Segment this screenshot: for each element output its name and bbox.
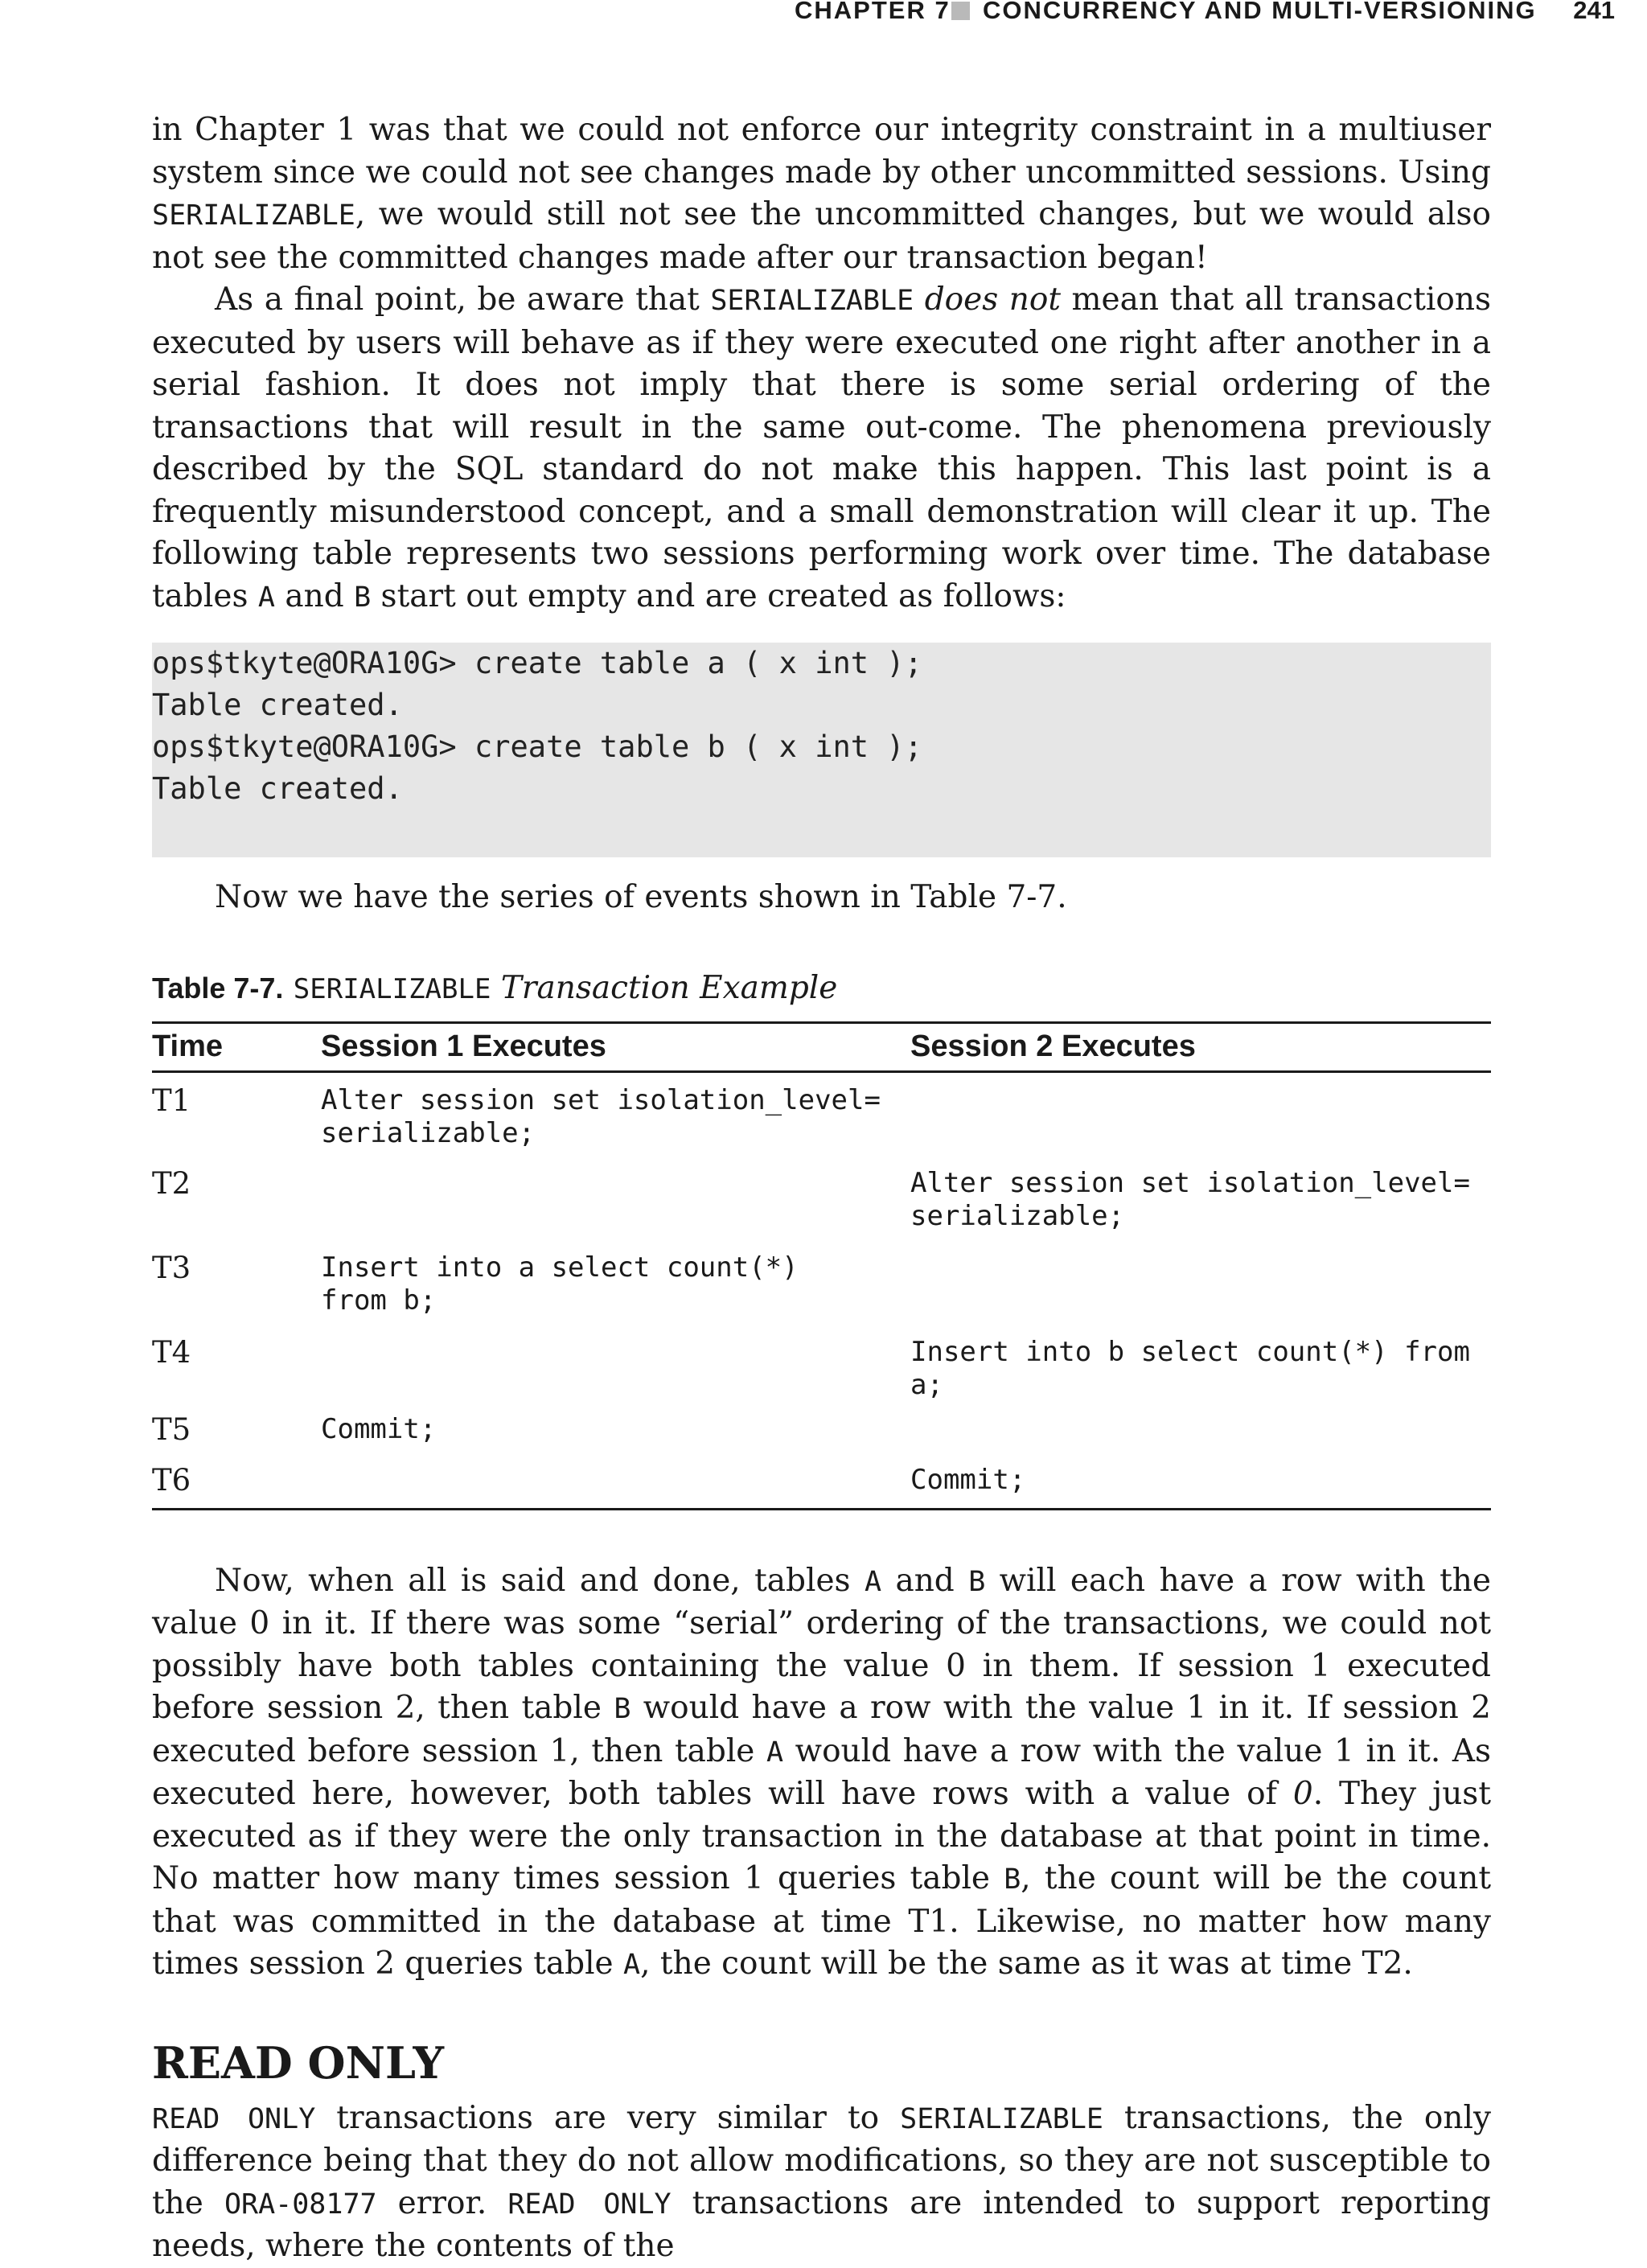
text-run: transactions are very similar to [315,2099,901,2136]
time-cell: T5 [152,1412,191,1447]
chapter-title: CONCURRENCY AND MULTI-VERSIONING [983,0,1537,24]
time-cell: T1 [152,1083,191,1118]
header-session-1: Session 1 Executes [321,1022,910,1071]
text-run: and [881,1562,969,1599]
table-row [152,1240,1491,1325]
text-run: in Chapter 1 was that we could not enforce our integrity constraint in a multiuser system since we could not see changes made by other uncommitted sessions. Using [152,112,1491,191]
table-row [152,1452,1491,1509]
emphasis: does not [924,281,1062,318]
paragraph-1 [152,109,1491,279]
session-2-cell: Alter session set isolation_level= serializable; [910,1167,1470,1232]
inline-code: SERIALIZABLE [152,199,355,232]
inline-code: READ ONLY [152,2102,316,2135]
code-line: ops$tkyte@ORA10G> create table a ( x int ); [152,646,922,680]
inline-code: READ ONLY [507,2188,672,2221]
chapter-label: CHAPTER 7 [795,0,951,24]
table-caption-label: Table 7-7. [152,971,284,1005]
session-2-cell [910,1240,1491,1325]
header-separator-square [951,2,970,20]
inline-code: B [614,1693,631,1725]
transaction-table [152,1021,1491,1510]
inline-code: SERIALIZABLE [710,285,914,317]
session-1-cell: Alter session set isolation_level= serializable; [321,1083,881,1149]
text-run: would have a row with the value 1 in it. If session 2 executed before session 1, then table [152,1690,1491,1769]
paragraph-2 [152,279,1491,618]
text-run: transactions, the only difference being that they do not allow modifications, so they are not susceptible to the [152,2099,1491,2221]
text-run: , the count will be the count that was committed in the database at time T1. Likewise, no matter how many times session 2 queries table [152,1860,1492,1982]
code-block [152,643,1491,857]
table-caption [152,969,1491,1009]
section-heading: READ ONLY [152,2036,445,2089]
paragraph-4 [152,1560,1491,1987]
session-1-cell: Insert into a select count(*) from b; [321,1251,799,1317]
inline-code: A [257,581,275,614]
text-run: , the count will be the same as it was at time T2. [640,1945,1413,1982]
text-run: and [274,577,355,614]
inline-code: B [1004,1863,1021,1896]
text-run: would have a row with the value 1 in it. As executed here, however, both tables will have rows with a value of [152,1732,1492,1812]
table-row [152,1402,1491,1452]
page-content [152,109,1491,2268]
session-2-cell: Insert into b select count(*) from a; [910,1336,1470,1401]
text-run: . They just executed as if they were the only transaction in the database at that point in time. No matter how many times session 1 queries table [152,1776,1491,1896]
table-row [152,1325,1491,1402]
page-number: 241 [1573,0,1615,24]
inline-code: A [864,1565,882,1598]
inline-code: B [968,1565,986,1598]
time-cell: T3 [152,1251,191,1285]
session-2-cell [910,1071,1491,1156]
header-time: Time [152,1022,321,1071]
section-paragraph [152,2097,1491,2268]
session-1-cell: Commit; [321,1413,437,1445]
running-header [0,0,1647,27]
inline-code: A [766,1736,784,1769]
table-caption-code: SERIALIZABLE [293,972,491,1005]
text-run: start out empty and are created as follows: [371,577,1066,614]
text-run: transactions are intended to support reporting needs, where the contents of the [152,2184,1491,2264]
table-header-row [152,1022,1491,1071]
session-2-cell: Commit; [910,1464,1026,1496]
code-line: Table created. [152,771,403,806]
session-1-cell [321,1325,910,1402]
time-cell: T2 [152,1166,191,1201]
session-2-cell [910,1402,1491,1452]
time-cell: T6 [152,1463,191,1498]
table-row [152,1071,1491,1156]
paragraph-3: Now we have the series of events shown in Table 7-7. [215,879,1067,915]
code-line: ops$tkyte@ORA10G> create table b ( x int ); [152,729,922,764]
text-run: will each have a row with the value 0 in it. If there was some “serial” ordering of the transactions, we could not possibly have both tables containing the value 0 in them. If session 1 executed before session 2, then table [152,1562,1491,1726]
time-cell: T4 [152,1335,191,1370]
inline-code: SERIALIZABLE [900,2102,1104,2135]
session-1-cell [321,1156,910,1240]
text-run: error. [376,2184,508,2221]
code-line: Table created. [152,688,403,722]
session-1-cell [321,1452,910,1509]
header-session-2: Session 2 Executes [910,1022,1491,1071]
inline-code: B [354,581,372,614]
text-run: Now, when all is said and done, tables [215,1562,865,1599]
text-run: As a final point, be aware that [215,281,711,318]
inline-code: A [623,1949,641,1981]
emphasis: 0 [1292,1776,1313,1812]
inline-code: ORA-08177 [224,2188,377,2221]
text-run: mean that all transactions executed by users will behave as if they were executed one right after another in a serial fashion. It does not imply that there is some serial ordering of the transactions that will result in the same out-come. The phenomena previously described by the SQL standard do not make this happen. This last point is a frequently misunderstood concept, and a small demonstration will clear it up. The following table represents two sessions performing work over time. The database tables [152,281,1491,614]
text-run: , we would still not see the uncommitted changes, but we would also not see the committed changes made after our transaction began! [152,196,1491,276]
table-caption-text: Transaction Example [500,969,838,1006]
table-row [152,1156,1491,1240]
